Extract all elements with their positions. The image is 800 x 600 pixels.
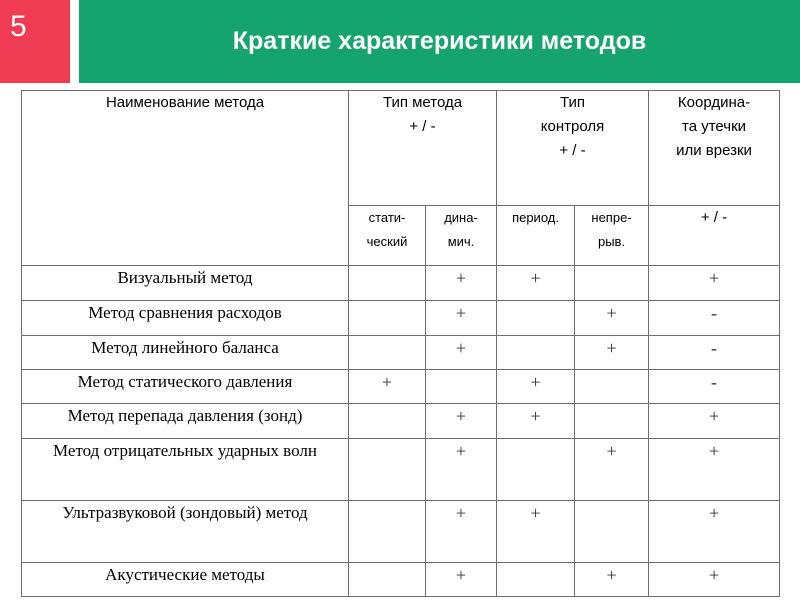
subheader-dynamic-line1: дина- [444, 210, 478, 225]
method-name: Метод статического давления [22, 370, 349, 404]
cell-static [349, 563, 426, 597]
cell-static [349, 301, 426, 336]
cell-dynamic: + [426, 501, 497, 563]
cell-coordinate: + [649, 439, 780, 501]
table-row [22, 301, 780, 336]
cell-dynamic: + [426, 336, 497, 370]
header-leak-coordinate-line1: Координа- [677, 94, 751, 111]
cell-continuous [575, 370, 649, 404]
cell-periodic: + [497, 404, 575, 439]
subheader-periodic [497, 206, 575, 266]
cell-continuous [575, 266, 649, 301]
cell-static [349, 266, 426, 301]
header-leak-coordinate-line3: или врезки [676, 142, 752, 159]
table-row [22, 501, 780, 563]
subheader-continuous-line2: рыв. [597, 234, 626, 249]
table-row [22, 266, 780, 301]
cell-coordinate: + [649, 266, 780, 301]
cell-coordinate: + [649, 501, 780, 563]
cell-static [349, 336, 426, 370]
cell-periodic: + [497, 501, 575, 563]
cell-periodic [497, 563, 575, 597]
table-row [22, 336, 780, 370]
header-control-type [497, 91, 649, 206]
method-name: Метод перепада давления (зонд) [22, 404, 349, 439]
cell-periodic: + [497, 266, 575, 301]
table-row [22, 439, 780, 501]
subheader-continuous-line1: непре- [591, 210, 632, 225]
header-method-type-line2: + / - [409, 118, 436, 135]
cell-dynamic: + [426, 439, 497, 501]
table-row [22, 563, 780, 597]
method-name: Акустические методы [22, 563, 349, 597]
cell-static [349, 501, 426, 563]
header-control-type-line3: + / - [559, 142, 586, 159]
cell-coordinate: + [649, 404, 780, 439]
cell-static: + [349, 370, 426, 404]
cell-continuous: + [575, 563, 649, 597]
cell-periodic: + [497, 370, 575, 404]
cell-static [349, 439, 426, 501]
method-name: Метод отрицательных ударных волн [22, 439, 349, 501]
cell-continuous [575, 404, 649, 439]
cell-continuous [575, 501, 649, 563]
slide-number: 5 [0, 0, 70, 83]
header-method-type [349, 91, 497, 206]
cell-dynamic: + [426, 404, 497, 439]
subheader-periodic-line1: период. [512, 210, 559, 225]
cell-periodic [497, 336, 575, 370]
methods-table [21, 90, 780, 597]
cell-dynamic: + [426, 266, 497, 301]
method-name: Визуальный метод [22, 266, 349, 301]
method-name: Ультразвуковой (зондовый) метод [22, 501, 349, 563]
slide-title-bar [79, 0, 800, 83]
subheader-static-line2: ческий [366, 234, 408, 249]
header-control-type-line2: контроля [540, 118, 605, 135]
table-row [22, 370, 780, 404]
subheader-dynamic [426, 206, 497, 266]
cell-dynamic [426, 370, 497, 404]
header-control-type-line1: Тип [560, 94, 586, 111]
header-leak-coordinate-line2: та утечки [682, 118, 747, 135]
cell-coordinate: - [649, 336, 780, 370]
cell-coordinate: - [649, 370, 780, 404]
table-header [22, 91, 780, 266]
cell-dynamic: + [426, 563, 497, 597]
slide-title: Краткие характеристики методов [232, 27, 647, 55]
subheader-static-line1: стати- [368, 210, 406, 225]
cell-coordinate: + [649, 563, 780, 597]
subheader-coordinate: + / - [649, 206, 780, 266]
subheader-continuous [575, 206, 649, 266]
cell-dynamic: + [426, 301, 497, 336]
header-leak-coordinate [649, 91, 780, 206]
subheader-dynamic-line2: мич. [447, 234, 475, 249]
subheader-static [349, 206, 426, 266]
header-method-name: Наименование метода [22, 91, 349, 266]
method-name: Метод линейного баланса [22, 336, 349, 370]
cell-static [349, 404, 426, 439]
cell-continuous: + [575, 439, 649, 501]
cell-continuous: + [575, 301, 649, 336]
cell-continuous: + [575, 336, 649, 370]
table-row [22, 404, 780, 439]
header-method-type-line1: Тип метода [382, 94, 463, 111]
table-body [22, 266, 780, 597]
cell-coordinate: - [649, 301, 780, 336]
cell-periodic [497, 301, 575, 336]
cell-periodic [497, 439, 575, 501]
method-name: Метод сравнения расходов [22, 301, 349, 336]
